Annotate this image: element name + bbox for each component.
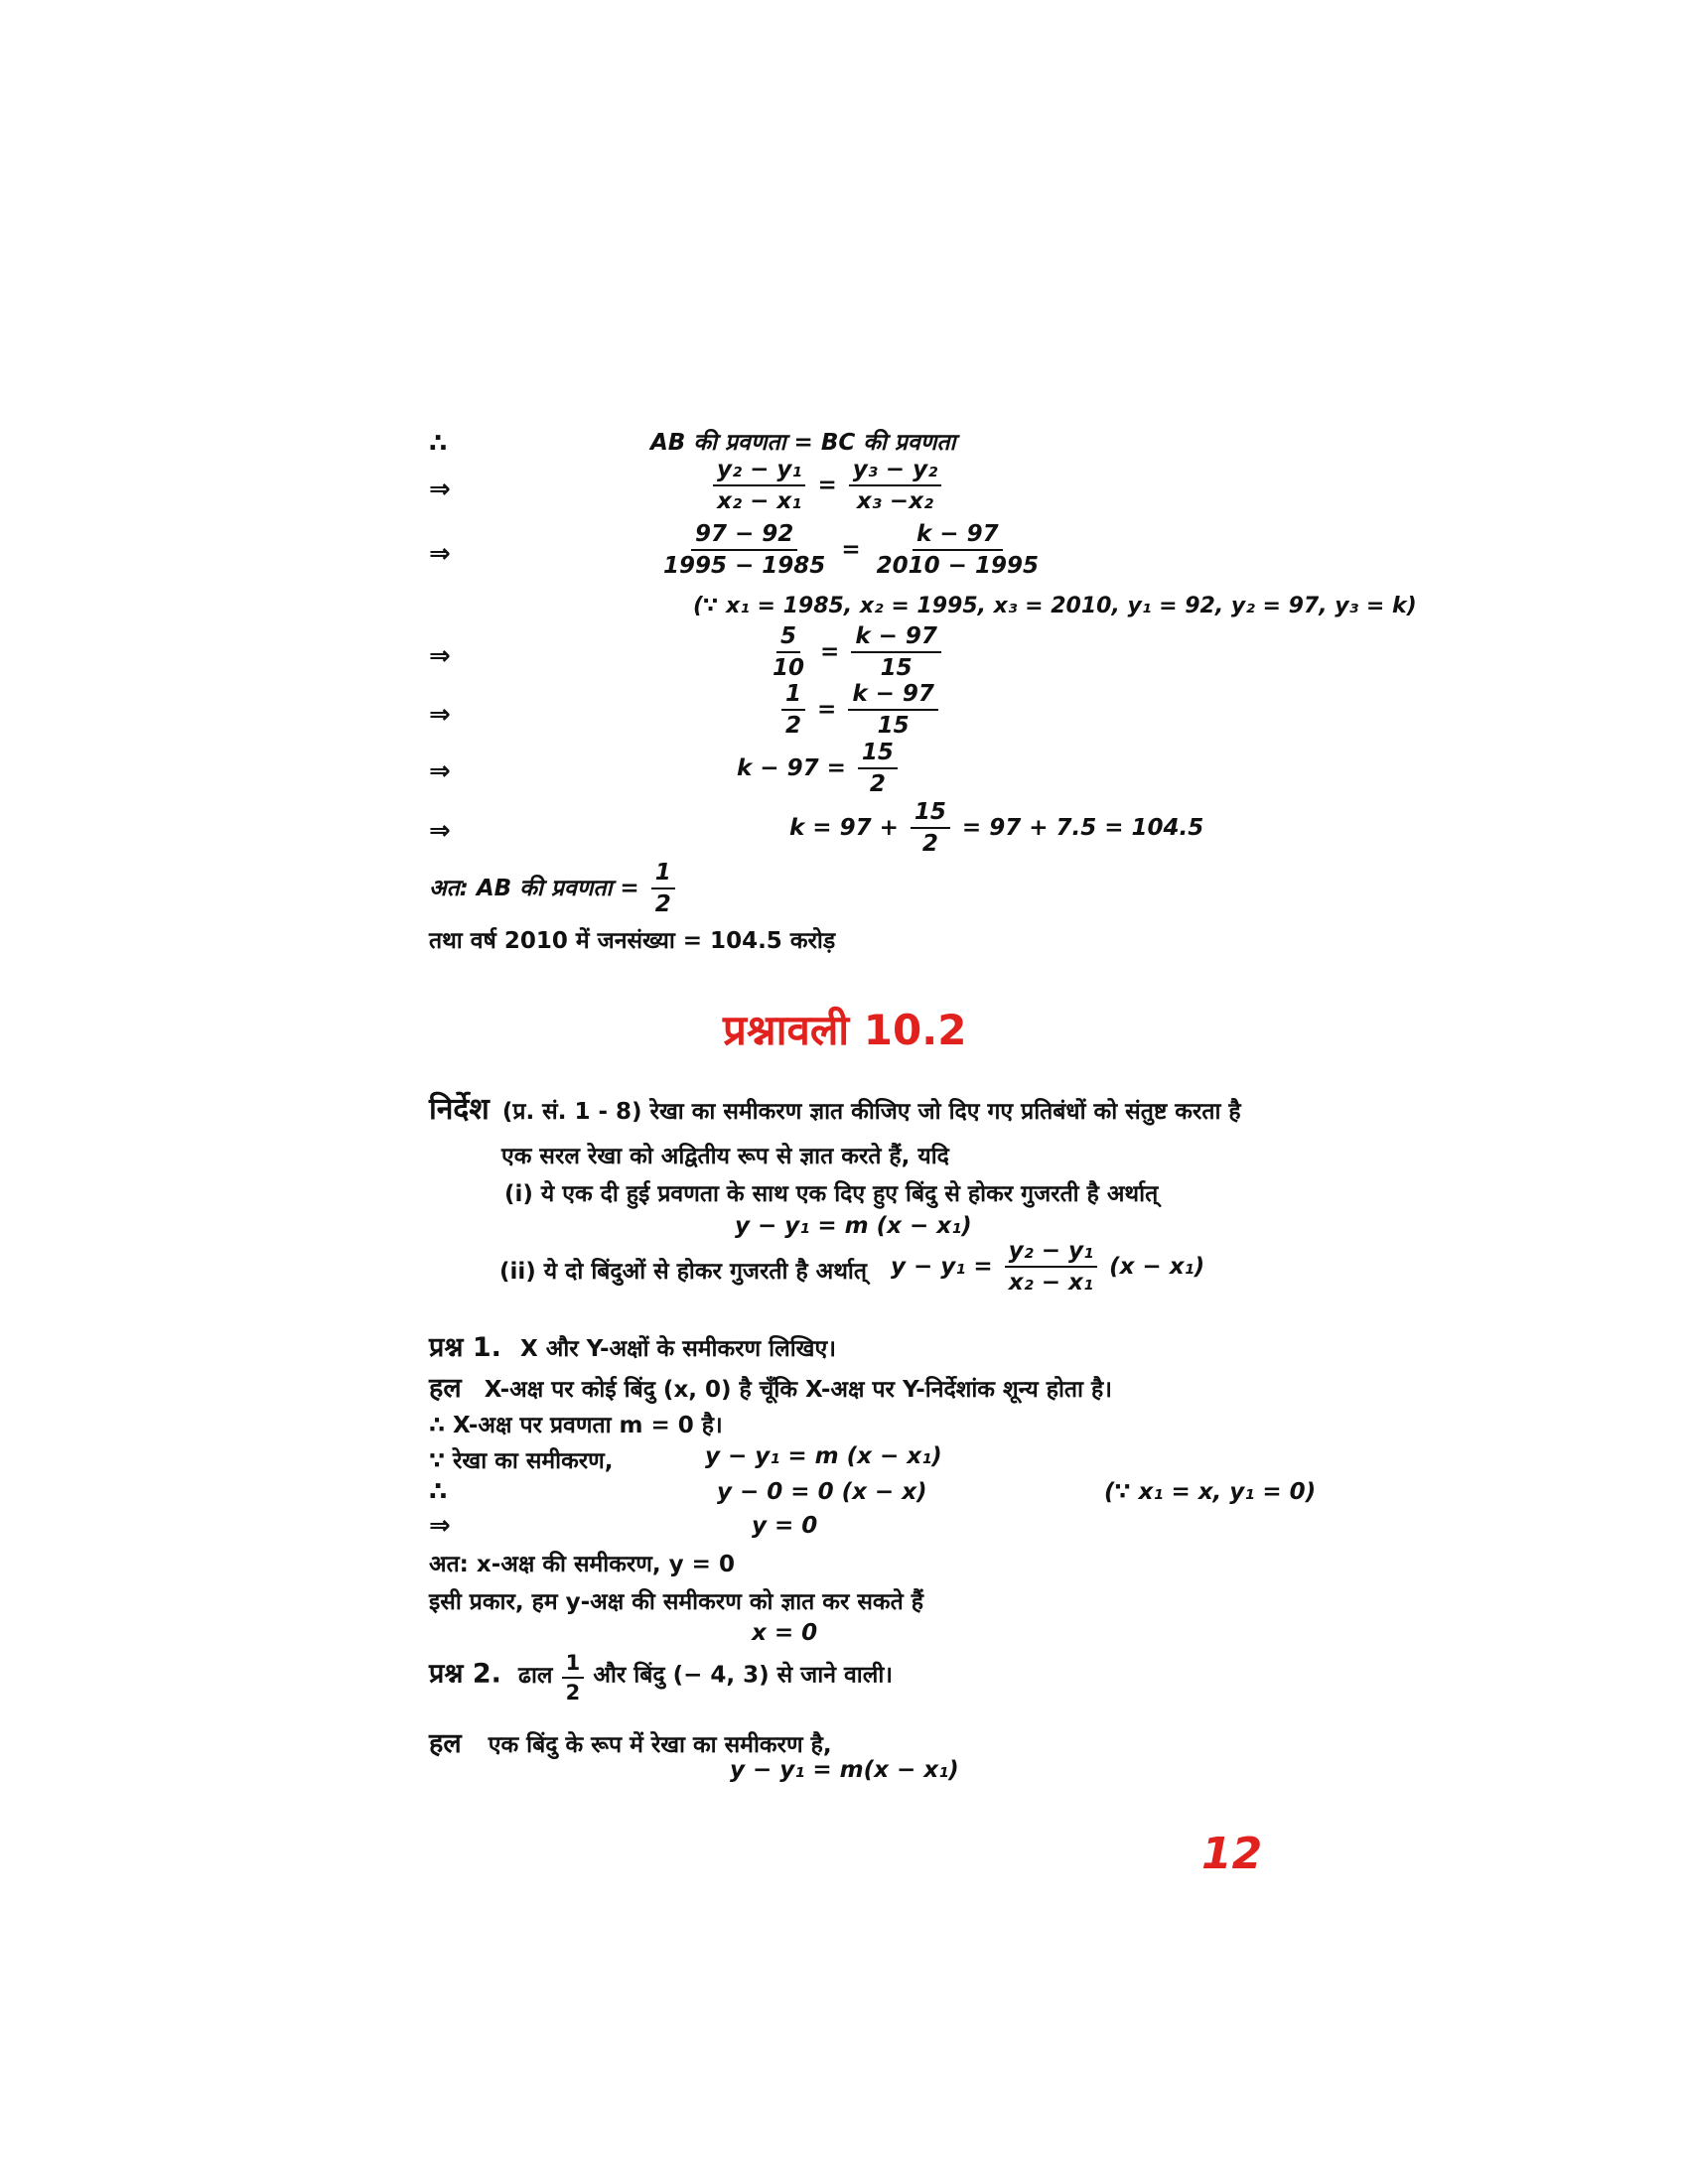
- implies-symbol: ⇒: [429, 816, 451, 846]
- slope-equality-statement: AB की प्रवणता = BC की प्रवणता: [650, 430, 956, 456]
- implies-symbol: ⇒: [429, 641, 451, 671]
- implies-symbol: ⇒: [429, 756, 451, 786]
- solution-line-3: ∵ रेखा का समीकरण,: [429, 1448, 614, 1474]
- directions-intro: एक सरल रेखा को अद्वितीय रूप से ज्ञात करते हैं, यदि: [501, 1144, 949, 1169]
- point-slope-equation: y − y₁ = m(x − x₁): [730, 1757, 959, 1783]
- substitution-note: (∵ x₁ = x, y₁ = 0): [1104, 1479, 1317, 1505]
- implies-symbol: ⇒: [429, 475, 451, 504]
- exercise-title: प्रश्नावली 10.2: [723, 1006, 967, 1054]
- condition-i: (i) ये एक दी हुई प्रवणता के साथ एक दिए हुए बिंदु से होकर गुजरती है अर्थात्: [504, 1181, 1159, 1207]
- two-point-form: y − y₁ = $\frac{\text{y₂ − y₁}}{\text{x₂ − x₁}}$ (x − x₁): [891, 1238, 1205, 1297]
- point-slope-form: y − y₁ = m (x − x₁): [735, 1213, 972, 1239]
- answer-population: तथा वर्ष 2010 में जनसंख्या = 104.5 करोड़: [429, 928, 836, 954]
- fraction: $\frac{\text{y₃ − y₂}}{\text{x₃ −x₂}}$: [849, 457, 941, 515]
- substitution-note: (∵ x₁ = 1985, x₂ = 1995, x₃ = 2010, y₁ = 92, y₂ = 97, y₃ = k): [693, 594, 1417, 618]
- page-number: 12: [1201, 1829, 1263, 1879]
- therefore-symbol: ∴: [429, 1477, 448, 1507]
- q2-solution-line-1: हल एक बिंदु के रूप में रेखा का समीकरण है,: [429, 1728, 832, 1759]
- y-axis-statement: इसी प्रकार, हम y-अक्ष की समीकरण को ज्ञात कर सकते हैं: [429, 1589, 923, 1615]
- question-label: प्रश्न 1.: [429, 1332, 501, 1363]
- implies-symbol: ⇒: [429, 700, 451, 730]
- simplified-equation-1: $\frac{5}{10}$ = $\frac{k - 97}{15}$: [765, 623, 945, 682]
- therefore-symbol: ∴: [429, 429, 448, 459]
- question-1: [429, 1327, 836, 1364]
- x-axis-result: y = 0: [752, 1513, 818, 1539]
- directions-text: (प्र. सं. 1 - 8) रेखा का समीकरण ज्ञात कीजिए जो दिए गए प्रतिबंधों को संतुष्ट करता है: [501, 1099, 1241, 1125]
- question-label: प्रश्न 2.: [429, 1658, 501, 1690]
- solution-label: हल: [429, 1373, 462, 1404]
- fraction: $\frac{\text{y₂ − y₁}}{\text{x₂ − x₁}}$: [713, 457, 805, 515]
- condition-ii: (ii) ये दो बिंदुओं से होकर गुजरती है अर्थात्: [499, 1259, 867, 1285]
- slope-formula-equation: $\frac{\text{y₂ − y₁}}{\text{x₂ − x₁}}$ = $\frac{\text{y₃ − y₂}}{\text{x₃ −x₂}}$: [709, 457, 945, 515]
- implies-symbol: ⇒: [429, 1511, 451, 1541]
- slope-fraction: $\frac{1}{2}$: [562, 1651, 585, 1705]
- solution-line-2: ∴ X-अक्ष पर प्रवणता m = 0 है।: [429, 1413, 723, 1438]
- k-value-result: k = 97 + $\frac{15}{2}$ = 97 + 7.5 = 104.5: [789, 799, 1204, 858]
- question-2: प्रश्न 2. ढाल $\frac{1}{2}$ और बिंदु (− 4, 3) से जाने वाली।: [429, 1651, 893, 1706]
- simplified-equation-2: $\frac{1}{2}$ = $\frac{k - 97}{15}$: [777, 681, 942, 740]
- substituted-slope-equation: $\frac{97 - 92}{1995 - 1985}$ = $\frac{k - 97}{2010 - 1995}$: [663, 521, 1039, 580]
- answer-slope: अत: AB की प्रवणता = $\frac{1}{2}$: [429, 860, 679, 918]
- implies-symbol: ⇒: [429, 539, 451, 569]
- solution-line-1: हल X-अक्ष पर कोई बिंदु (x, 0) है चूँकि X-अक्ष पर Y-निर्देशांक शून्य होता है।: [429, 1373, 1112, 1404]
- substituted-equation: y − 0 = 0 (x − x): [717, 1479, 927, 1505]
- x-axis-conclusion: अत: x-अक्ष की समीकरण, y = 0: [429, 1552, 735, 1577]
- solve-k-step: k − 97 = $\frac{15}{2}$: [737, 740, 902, 798]
- solution-label: हल: [429, 1728, 462, 1759]
- line-equation-formula: y − y₁ = m (x − x₁): [705, 1443, 942, 1469]
- y-axis-result: x = 0: [752, 1620, 818, 1646]
- directions-line: [429, 1087, 1241, 1128]
- directions-label: निर्देश: [429, 1092, 490, 1127]
- question-text: X और Y-अक्षों के समीकरण लिखिए।: [520, 1336, 836, 1362]
